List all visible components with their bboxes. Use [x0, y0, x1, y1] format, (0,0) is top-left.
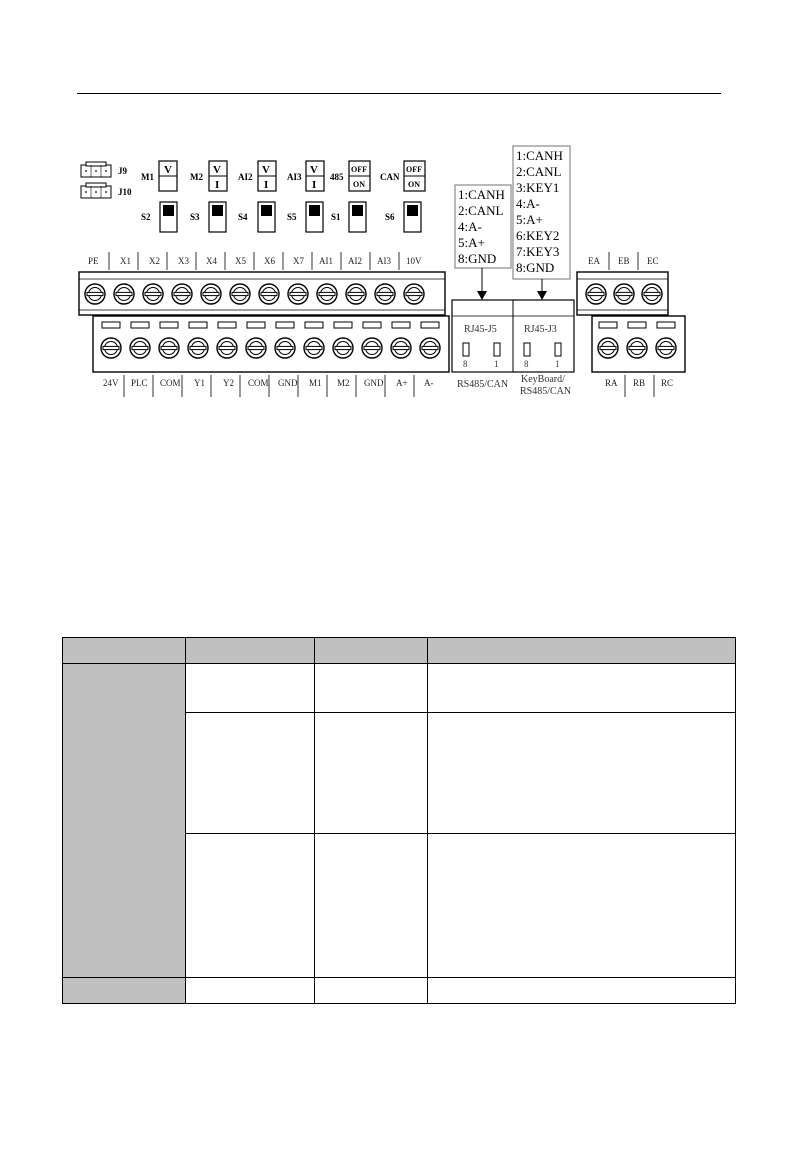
terminal-screw-icon[interactable] [172, 284, 192, 304]
pinout-line: 6:KEY2 [516, 228, 560, 243]
selector-ai2-option-b: I [264, 179, 269, 191]
terminal-screw-icon[interactable] [375, 284, 395, 304]
pinout-line: 1:CANH [458, 187, 505, 202]
selector-ai3-label: AI3 [287, 172, 302, 182]
terminal-label: X1 [120, 256, 131, 266]
terminal-label: X4 [206, 256, 217, 266]
terminal-screw-icon[interactable] [404, 284, 424, 304]
terminal-spec-table [62, 637, 736, 1004]
terminal-label: PLC [131, 378, 148, 388]
terminal-label: A- [424, 378, 434, 388]
dip-switch-s6[interactable] [385, 202, 421, 232]
terminal-label: X6 [264, 256, 275, 266]
terminal-screw-icon[interactable] [188, 338, 208, 358]
pinout-line: 3:KEY1 [516, 180, 560, 195]
selector-can-label: CAN [380, 172, 400, 182]
terminal-slot [628, 322, 646, 328]
terminal-screw-icon[interactable] [362, 338, 382, 358]
terminal-label: 24V [103, 378, 119, 388]
table-cell [186, 664, 315, 713]
terminal-screw-icon[interactable] [275, 338, 295, 358]
terminal-screw-icon[interactable] [230, 284, 250, 304]
pinout-line: 2:CANL [458, 203, 504, 218]
table-cell [186, 834, 315, 978]
terminal-screw-icon[interactable] [642, 284, 662, 304]
dip-switch-s1-label: S1 [331, 212, 341, 222]
terminal-screw-icon[interactable] [614, 284, 634, 304]
rj45-j3-label: RJ45-J3 [524, 324, 557, 335]
selector-can-option-a: OFF [406, 165, 422, 174]
terminal-label: Y2 [223, 378, 234, 388]
terminal-screw-icon[interactable] [420, 338, 440, 358]
terminal-slot [305, 322, 323, 328]
table-header-cell [428, 638, 736, 664]
terminal-label: AI1 [319, 256, 333, 266]
terminal-screw-icon[interactable] [114, 284, 134, 304]
table-header-cell [63, 638, 186, 664]
terminal-screw-icon[interactable] [304, 338, 324, 358]
pinout-line: 7:KEY3 [516, 244, 560, 259]
terminal-label: GND [278, 378, 298, 388]
rj45-j3-caption-line2: RS485/CAN [520, 386, 572, 397]
selector-can[interactable] [380, 161, 425, 191]
terminal-slot [276, 322, 294, 328]
rj45-j3-pin-8: 8 [524, 359, 529, 369]
table-cell [428, 834, 736, 978]
terminal-slot [334, 322, 352, 328]
terminal-screw-icon[interactable] [586, 284, 606, 304]
pinout-line: 2:CANL [516, 164, 562, 179]
terminal-label: EB [618, 256, 630, 266]
rj45-j5-label: RJ45-J5 [464, 324, 497, 335]
dip-switch-s3-label: S3 [190, 212, 200, 222]
terminal-screw-icon[interactable] [201, 284, 221, 304]
terminal-slot [363, 322, 381, 328]
terminal-label: A+ [396, 378, 408, 388]
rj45-j3-pin-1: 1 [555, 359, 560, 369]
dip-switch-s5-label: S5 [287, 212, 297, 222]
terminal-screw-icon[interactable] [101, 338, 121, 358]
terminal-screw-icon[interactable] [130, 338, 150, 358]
selector-ai2-option-a: V [262, 164, 270, 176]
j10-connector [81, 183, 132, 198]
selector-ai3[interactable] [287, 161, 324, 191]
terminal-label: M2 [337, 378, 350, 388]
terminal-screw-icon[interactable] [159, 338, 179, 358]
terminal-screw-icon[interactable] [598, 338, 618, 358]
terminal-slot [392, 322, 410, 328]
selector-m1-label: M1 [141, 172, 154, 182]
table-cell [315, 664, 428, 713]
table-header-cell [315, 638, 428, 664]
terminal-slot [189, 322, 207, 328]
terminal-screw-icon[interactable] [143, 284, 163, 304]
pinout-line: 4:A- [458, 219, 482, 234]
selector-ai3-option-a: V [310, 164, 318, 176]
selector-m2[interactable] [190, 161, 227, 191]
table-cell [428, 978, 736, 1004]
terminal-label: M1 [309, 378, 322, 388]
terminal-label: GND [364, 378, 384, 388]
terminal-label: RB [633, 378, 646, 388]
selector-ai2-label: AI2 [238, 172, 253, 182]
table-cell [186, 713, 315, 834]
relay-bottom-labels [605, 375, 673, 397]
j9-label: J9 [118, 166, 127, 176]
table-header-row [63, 638, 736, 664]
bottom-row-labels [103, 375, 434, 397]
rj45-j5-pin-1: 1 [494, 359, 499, 369]
terminal-screw-icon[interactable] [627, 338, 647, 358]
table-header-cell [186, 638, 315, 664]
terminal-slot [131, 322, 149, 328]
selector-485-option-a: OFF [351, 165, 367, 174]
terminal-label: X7 [293, 256, 304, 266]
terminal-screw-icon[interactable] [333, 338, 353, 358]
terminal-slot [421, 322, 439, 328]
rj45-j5-pin-8: 8 [463, 359, 468, 369]
terminal-screw-icon[interactable] [246, 338, 266, 358]
terminal-screw-icon[interactable] [217, 338, 237, 358]
table-row [63, 978, 736, 1004]
selector-m2-label: M2 [190, 172, 203, 182]
terminal-label: PE [88, 256, 99, 266]
j9-connector [81, 162, 128, 177]
terminal-slot [657, 322, 675, 328]
table-cell [315, 978, 428, 1004]
selector-485-label: 485 [330, 172, 344, 182]
pinout-line: 1:CANH [516, 148, 563, 163]
terminal-screw-icon[interactable] [391, 338, 411, 358]
selector-ai2[interactable] [238, 161, 276, 191]
terminal-label: X2 [149, 256, 160, 266]
rj45-j3-pinout-legend [513, 146, 570, 300]
rj45-j3-caption-line1: KeyBoard/ [521, 374, 565, 385]
terminal-screw-icon[interactable] [259, 284, 279, 304]
dip-switch-s6-label: S6 [385, 212, 395, 222]
top-terminal-block [79, 272, 445, 315]
dip-switch-s2-label: S2 [141, 212, 151, 222]
terminal-label: RC [661, 378, 674, 388]
dip-switch-s2[interactable] [141, 202, 177, 232]
terminal-screw-icon[interactable] [346, 284, 366, 304]
table-cell [186, 978, 315, 1004]
terminal-label: RA [605, 378, 618, 388]
table-row [63, 664, 736, 713]
relay-top-labels [588, 252, 659, 270]
terminal-screw-icon[interactable] [85, 284, 105, 304]
table-cell [428, 713, 736, 834]
table-category-cell [63, 978, 186, 1004]
pinout-line: 4:A- [516, 196, 540, 211]
table-cell [315, 713, 428, 834]
dip-switch-s4[interactable] [238, 202, 275, 232]
j10-label: J10 [118, 187, 132, 197]
table-cell [428, 664, 736, 713]
selector-ai3-option-b: I [312, 179, 317, 191]
control-terminal-diagram [0, 0, 794, 420]
terminal-label: COM [160, 378, 181, 388]
selector-m2-option-a: V [213, 164, 221, 176]
relay-bottom-block [592, 316, 685, 372]
terminal-label: AI2 [348, 256, 362, 266]
table-cell [315, 834, 428, 978]
pinout-line: 5:A+ [516, 212, 543, 227]
selector-485-option-b: ON [353, 180, 365, 189]
terminal-label: X5 [235, 256, 246, 266]
selector-m1[interactable] [141, 161, 177, 191]
terminal-label: X3 [178, 256, 189, 266]
relay-top-block [577, 272, 668, 315]
terminal-label: AI3 [377, 256, 391, 266]
terminal-slot [102, 322, 120, 328]
top-row-labels [88, 252, 422, 270]
dip-switch-s3[interactable] [190, 202, 226, 232]
pinout-line: 8:GND [458, 251, 497, 266]
rj45-j5-caption: RS485/CAN [457, 379, 509, 390]
terminal-screw-icon[interactable] [288, 284, 308, 304]
bottom-terminal-block [93, 316, 449, 372]
terminal-slot [599, 322, 617, 328]
terminal-screw-icon[interactable] [656, 338, 676, 358]
terminal-slot [218, 322, 236, 328]
table-category-cell [63, 664, 186, 978]
terminal-screw-icon[interactable] [317, 284, 337, 304]
terminal-label: 10V [406, 256, 422, 266]
dip-switch-s1[interactable] [331, 202, 366, 232]
pinout-line: 8:GND [516, 260, 555, 275]
dip-switch-s4-label: S4 [238, 212, 248, 222]
rj45-j5-pinout-legend [455, 185, 511, 300]
terminal-label: EA [588, 256, 600, 266]
dip-switch-s5[interactable] [287, 202, 323, 232]
pinout-line: 5:A+ [458, 235, 485, 250]
selector-485[interactable] [330, 161, 370, 191]
terminal-slot [247, 322, 265, 328]
terminal-label: Y1 [194, 378, 205, 388]
selector-m2-option-b: I [215, 179, 220, 191]
terminal-label: COM [248, 378, 269, 388]
selector-m1-option-a: V [164, 164, 172, 176]
selector-can-option-b: ON [408, 180, 420, 189]
terminal-label: EC [647, 256, 659, 266]
terminal-slot [160, 322, 178, 328]
